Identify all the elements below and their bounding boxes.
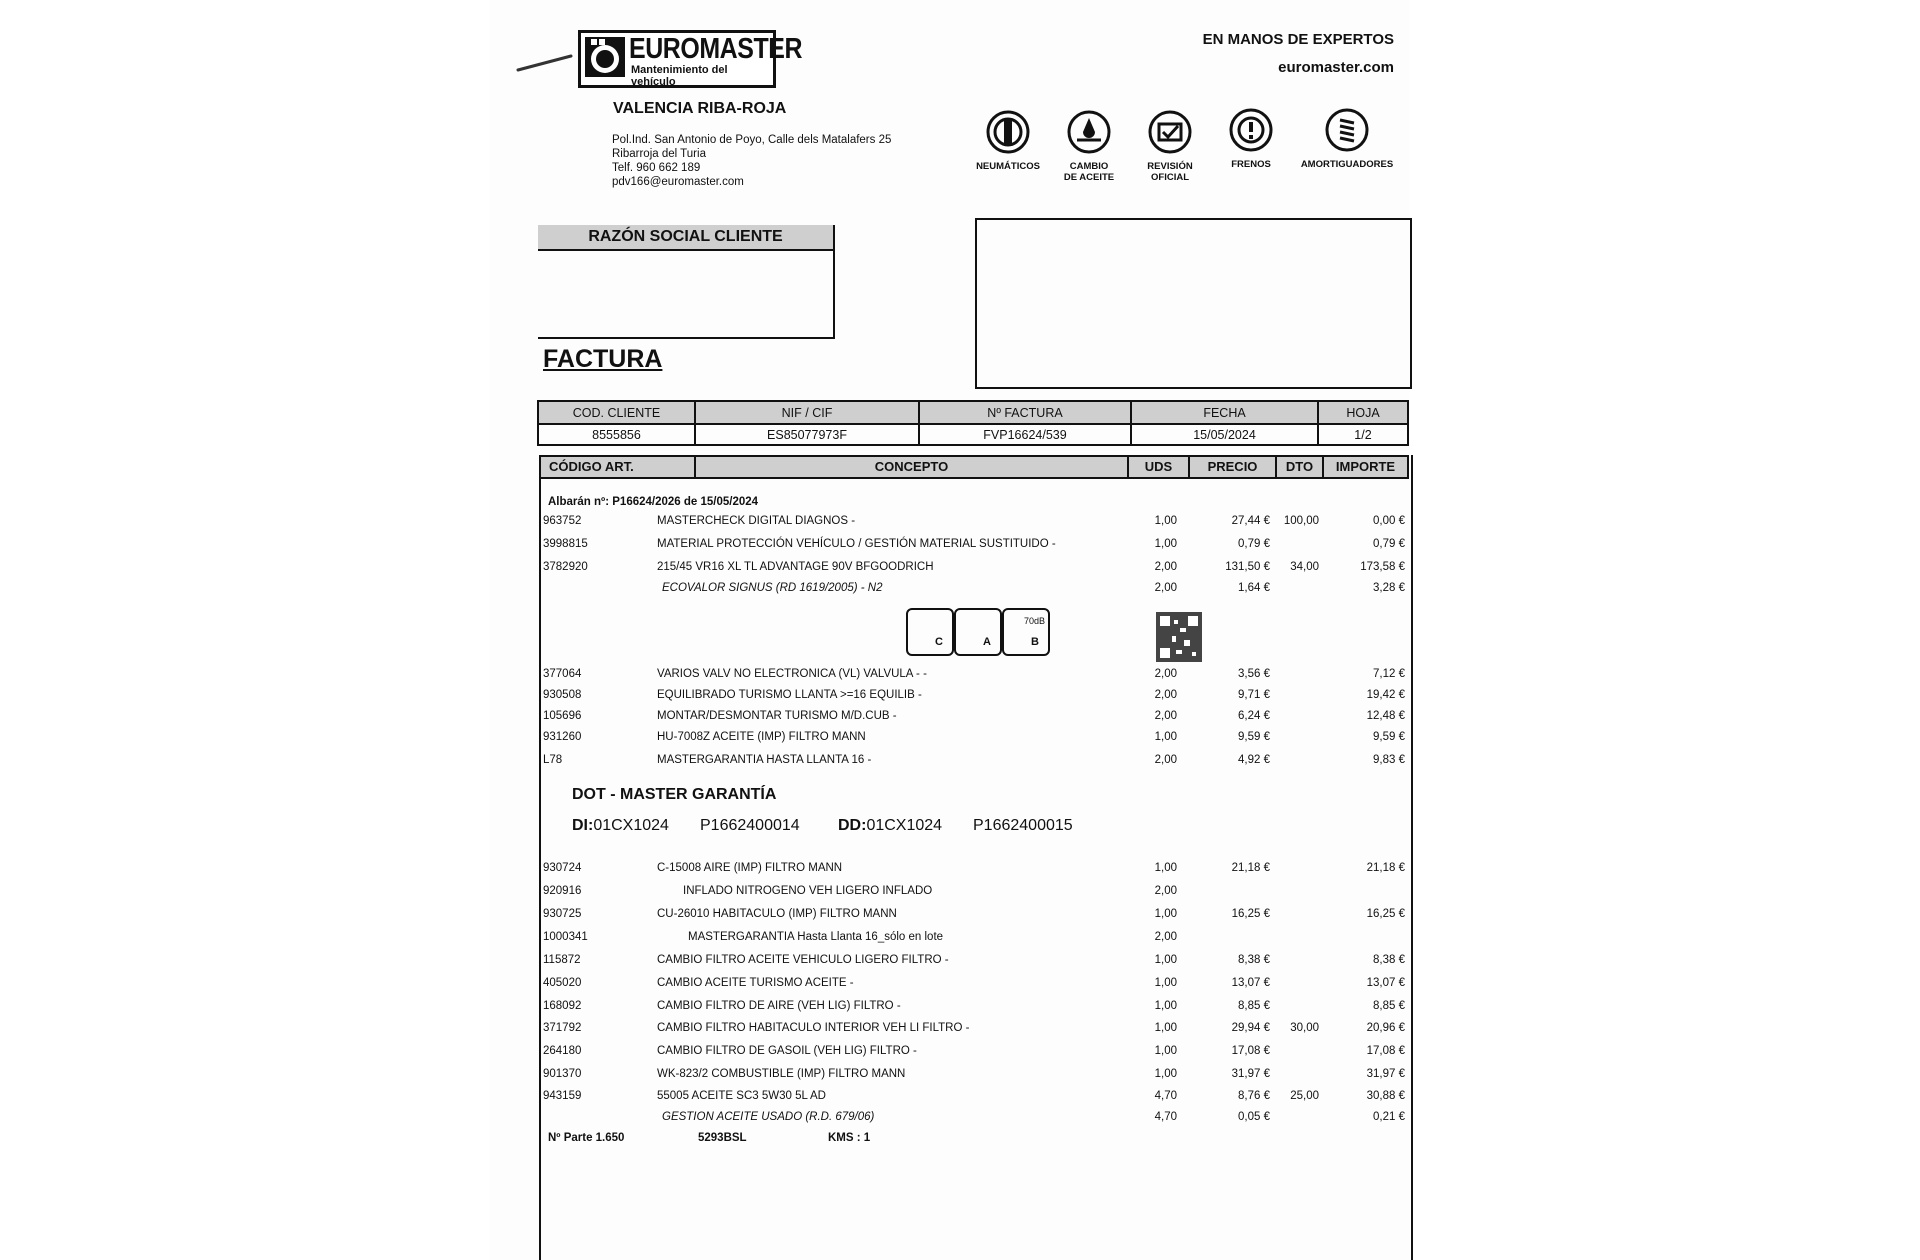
service-oil-change: CAMBIO DE ACEITE <box>1049 110 1129 183</box>
table-row <box>543 754 1407 774</box>
item-code: 943159 <box>543 1090 582 1102</box>
item-amount: 8,38 € <box>1373 954 1405 966</box>
table-row <box>543 1022 1407 1042</box>
header-dto: DTO <box>1277 457 1324 477</box>
item-uds: 1,00 <box>1154 908 1177 920</box>
item-discount: 30,00 <box>1290 1022 1319 1034</box>
item-price: 16,25 € <box>1231 908 1270 920</box>
item-concept: CAMBIO FILTRO DE AIRE (VEH LIG) FILTRO - <box>657 1000 901 1012</box>
item-code: 901370 <box>543 1068 582 1080</box>
item-price: 1,64 € <box>1238 582 1270 594</box>
header-concept: CONCEPTO <box>696 457 1129 477</box>
item-discount: 25,00 <box>1290 1090 1319 1102</box>
item-code: L78 <box>543 754 563 766</box>
item-concept: MASTERCHECK DIGITAL DIAGNOS - <box>657 515 856 527</box>
table-row <box>543 582 1407 602</box>
item-uds: 1,00 <box>1154 515 1177 527</box>
item-price: 8,76 € <box>1238 1090 1270 1102</box>
address-line: Pol.Ind. San Antonio de Poyo, Calle dels Matalafers 25 <box>612 134 892 146</box>
item-code: 377064 <box>543 668 582 680</box>
item-code: 930508 <box>543 689 582 701</box>
item-discount: 100,00 <box>1283 515 1319 527</box>
store-name: VALENCIA RIBA-ROJA <box>613 100 787 117</box>
item-uds: 1,00 <box>1154 731 1177 743</box>
item-uds: 1,00 <box>1154 954 1177 966</box>
item-code: 930724 <box>543 862 582 874</box>
item-amount: 8,85 € <box>1373 1000 1405 1012</box>
item-uds: 1,00 <box>1154 538 1177 550</box>
table-row <box>543 1068 1407 1088</box>
table-row <box>543 862 1407 882</box>
qr-code-icon <box>1156 612 1202 662</box>
table-row <box>543 931 1407 951</box>
kms: KMS : 1 <box>828 1132 871 1144</box>
item-amount: 19,42 € <box>1366 689 1405 701</box>
parte-number: Nº Parte 1.650 <box>548 1132 625 1144</box>
item-concept: CAMBIO ACEITE TURISMO ACEITE - <box>657 977 854 989</box>
table-row <box>543 515 1407 535</box>
oil-change-icon <box>1067 110 1111 154</box>
item-amount: 20,96 € <box>1366 1022 1405 1034</box>
table-row <box>543 1000 1407 1020</box>
item-price: 3,56 € <box>1238 668 1270 680</box>
service-inspection: REVISIÓN OFICIAL <box>1130 110 1210 183</box>
item-uds: 1,00 <box>1154 1022 1177 1034</box>
item-concept: ECOVALOR SIGNUS (RD 1619/2005) - N2 <box>662 582 883 594</box>
item-code: 371792 <box>543 1022 582 1034</box>
header-price: PRECIO <box>1190 457 1277 477</box>
item-uds: 2,00 <box>1154 931 1177 943</box>
info-header: HOJA <box>1318 401 1408 424</box>
client-box-header: RAZÓN SOCIAL CLIENTE <box>538 225 833 251</box>
item-uds: 4,70 <box>1154 1090 1177 1102</box>
brand-subtitle: Mantenimiento del vehículo <box>631 64 728 88</box>
guarantee-dd: DD:01CX1024 <box>838 817 943 834</box>
item-concept: C-15008 AIRE (IMP) FILTRO MANN <box>657 862 843 874</box>
table-row <box>543 908 1407 928</box>
item-code: 168092 <box>543 1000 582 1012</box>
item-code: 1000341 <box>543 931 588 943</box>
item-amount: 13,07 € <box>1366 977 1405 989</box>
brake-icon <box>1229 108 1273 152</box>
item-concept: MATERIAL PROTECCIÓN VEHÍCULO / GESTIÓN MATERIAL SUSTITUIDO - <box>657 538 1056 550</box>
invoice-date: 15/05/2024 <box>1131 424 1318 445</box>
table-row <box>543 710 1407 730</box>
invoice-info-table <box>537 400 1409 446</box>
item-code: 920916 <box>543 885 582 897</box>
item-uds: 4,70 <box>1154 1111 1177 1123</box>
item-uds: 2,00 <box>1154 561 1177 573</box>
item-code: 105696 <box>543 710 582 722</box>
item-concept: WK-823/2 COMBUSTIBLE (IMP) FILTRO MANN <box>657 1068 906 1080</box>
item-code: 963752 <box>543 515 582 527</box>
item-amount: 0,79 € <box>1373 538 1405 550</box>
item-code: 264180 <box>543 1045 582 1057</box>
item-amount: 0,00 € <box>1373 515 1405 527</box>
item-concept: CAMBIO FILTRO ACEITE VEHICULO LIGERO FILTRO - <box>657 954 949 966</box>
item-amount: 7,12 € <box>1373 668 1405 680</box>
item-amount: 17,08 € <box>1366 1045 1405 1057</box>
plate-number: 5293BSL <box>698 1132 747 1144</box>
item-code: 930725 <box>543 908 582 920</box>
table-row <box>543 1045 1407 1065</box>
item-amount: 12,48 € <box>1366 710 1405 722</box>
service-shocks: AMORTIGUADORES <box>1297 108 1397 170</box>
item-concept: 215/45 VR16 XL TL ADVANTAGE 90V BFGOODRICH <box>657 561 934 573</box>
item-price: 0,79 € <box>1238 538 1270 550</box>
item-concept: CU-26010 HABITACULO (IMP) FILTRO MANN <box>657 908 897 920</box>
items-header-row <box>539 455 1409 479</box>
table-row <box>543 954 1407 974</box>
table-row <box>543 977 1407 997</box>
item-concept: MASTERGARANTIA HASTA LLANTA 16 - <box>657 754 872 766</box>
header-uds: UDS <box>1129 457 1190 477</box>
albaran-line: Albarán nº: P16624/2026 de 15/05/2024 <box>548 496 759 508</box>
item-amount: 0,21 € <box>1373 1111 1405 1123</box>
item-price: 21,18 € <box>1231 862 1270 874</box>
guarantee-dd-ref: P1662400015 <box>973 817 1073 834</box>
item-code: 3998815 <box>543 538 588 550</box>
item-amount: 173,58 € <box>1360 561 1405 573</box>
item-price: 13,07 € <box>1231 977 1270 989</box>
noise-icon: 70dB B <box>1002 608 1050 656</box>
item-price: 8,38 € <box>1238 954 1270 966</box>
pen-mark <box>515 52 575 74</box>
item-price: 0,05 € <box>1238 1111 1270 1123</box>
item-price: 131,50 € <box>1225 561 1270 573</box>
table-row <box>543 561 1407 581</box>
service-brakes: FRENOS <box>1211 108 1291 170</box>
item-discount: 34,00 <box>1290 561 1319 573</box>
item-amount: 3,28 € <box>1373 582 1405 594</box>
item-price: 6,24 € <box>1238 710 1270 722</box>
item-uds: 2,00 <box>1154 668 1177 680</box>
inspection-icon <box>1148 110 1192 154</box>
item-concept: MASTERGARANTIA Hasta Llanta 16_sólo en lote <box>688 931 944 943</box>
email: pdv166@euromaster.com <box>612 176 744 188</box>
shock-absorber-icon <box>1325 108 1369 152</box>
euromaster-logo <box>578 30 803 88</box>
item-amount: 21,18 € <box>1366 862 1405 874</box>
item-price: 17,08 € <box>1231 1045 1270 1057</box>
item-concept: CAMBIO FILTRO DE GASOIL (VEH LIG) FILTRO - <box>657 1045 917 1057</box>
item-uds: 2,00 <box>1154 710 1177 722</box>
item-concept: MONTAR/DESMONTAR TURISMO M/D.CUB - <box>657 710 897 722</box>
item-uds: 1,00 <box>1154 1068 1177 1080</box>
table-row <box>543 689 1407 709</box>
item-price: 9,59 € <box>1238 731 1270 743</box>
item-concept: VARIOS VALV NO ELECTRONICA (VL) VALVULA - - <box>657 668 927 680</box>
phone: Telf. 960 662 189 <box>612 162 701 174</box>
item-amount: 9,59 € <box>1373 731 1405 743</box>
item-uds: 2,00 <box>1154 754 1177 766</box>
item-price: 31,97 € <box>1231 1068 1270 1080</box>
item-code: 931260 <box>543 731 582 743</box>
item-uds: 2,00 <box>1154 582 1177 594</box>
item-concept: CAMBIO FILTRO HABITACULO INTERIOR VEH LI FILTRO - <box>657 1022 970 1034</box>
invoice-number: FVP16624/539 <box>919 424 1131 445</box>
item-uds: 2,00 <box>1154 689 1177 701</box>
document-title: FACTURA <box>543 345 663 373</box>
item-uds: 1,00 <box>1154 862 1177 874</box>
table-row <box>543 885 1407 905</box>
item-amount: 30,88 € <box>1366 1090 1405 1102</box>
tagline: EN MANOS DE EXPERTOS <box>1202 31 1394 48</box>
client-code: 8555856 <box>538 424 695 445</box>
item-code: 3782920 <box>543 561 588 573</box>
client-address-box <box>975 218 1412 389</box>
info-header: NIF / CIF <box>695 401 919 424</box>
item-code: 115872 <box>543 954 581 966</box>
wet-grip-icon: A <box>954 608 1002 656</box>
item-price: 4,92 € <box>1238 754 1270 766</box>
table-row <box>543 1111 1407 1131</box>
item-concept: INFLADO NITROGENO VEH LIGERO INFLADO <box>683 885 933 897</box>
item-concept: GESTION ACEITE USADO (R.D. 679/06) <box>662 1111 875 1123</box>
guarantee-di-ref: P1662400014 <box>700 817 800 834</box>
info-header: Nº FACTURA <box>919 401 1131 424</box>
item-amount: 16,25 € <box>1366 908 1405 920</box>
table-row <box>543 1090 1407 1110</box>
item-amount: 9,83 € <box>1373 754 1405 766</box>
brand-name: EUROMASTER <box>629 33 803 65</box>
item-uds: 1,00 <box>1154 1045 1177 1057</box>
website: euromaster.com <box>1278 59 1394 76</box>
table-row <box>543 731 1407 751</box>
item-amount: 31,97 € <box>1366 1068 1405 1080</box>
fuel-efficiency-icon: C <box>906 608 954 656</box>
header-amount: IMPORTE <box>1335 459 1396 474</box>
guarantee-di: DI:01CX1024 <box>572 817 669 834</box>
info-header: FECHA <box>1131 401 1318 424</box>
info-header: COD. CLIENTE <box>538 401 695 424</box>
item-price: 29,94 € <box>1231 1022 1270 1034</box>
table-row <box>543 538 1407 558</box>
item-concept: HU-7008Z ACEITE (IMP) FILTRO MANN <box>657 731 866 743</box>
service-tires: NEUMÁTICOS <box>968 110 1048 172</box>
header-code: CÓDIGO ART. <box>541 457 696 477</box>
tire-icon <box>986 110 1030 154</box>
nif-cif: ES85077973F <box>695 424 919 445</box>
item-price: 8,85 € <box>1238 1000 1270 1012</box>
guarantee-title: DOT - MASTER GARANTÍA <box>572 786 777 803</box>
item-concept: 55005 ACEITE SC3 5W30 5L AD <box>657 1090 826 1102</box>
item-code: 405020 <box>543 977 582 989</box>
item-concept: EQUILIBRADO TURISMO LLANTA >=16 EQUILIB - <box>657 689 922 701</box>
address-line: Ribarroja del Turia <box>612 148 706 160</box>
euromaster-emblem-icon <box>585 37 625 77</box>
page-number: 1/2 <box>1318 424 1408 445</box>
item-uds: 1,00 <box>1154 1000 1177 1012</box>
item-price: 27,44 € <box>1231 515 1270 527</box>
item-price: 9,71 € <box>1238 689 1270 701</box>
store-address <box>612 133 891 189</box>
item-uds: 2,00 <box>1154 885 1177 897</box>
table-row <box>543 668 1407 688</box>
item-uds: 1,00 <box>1154 977 1177 989</box>
